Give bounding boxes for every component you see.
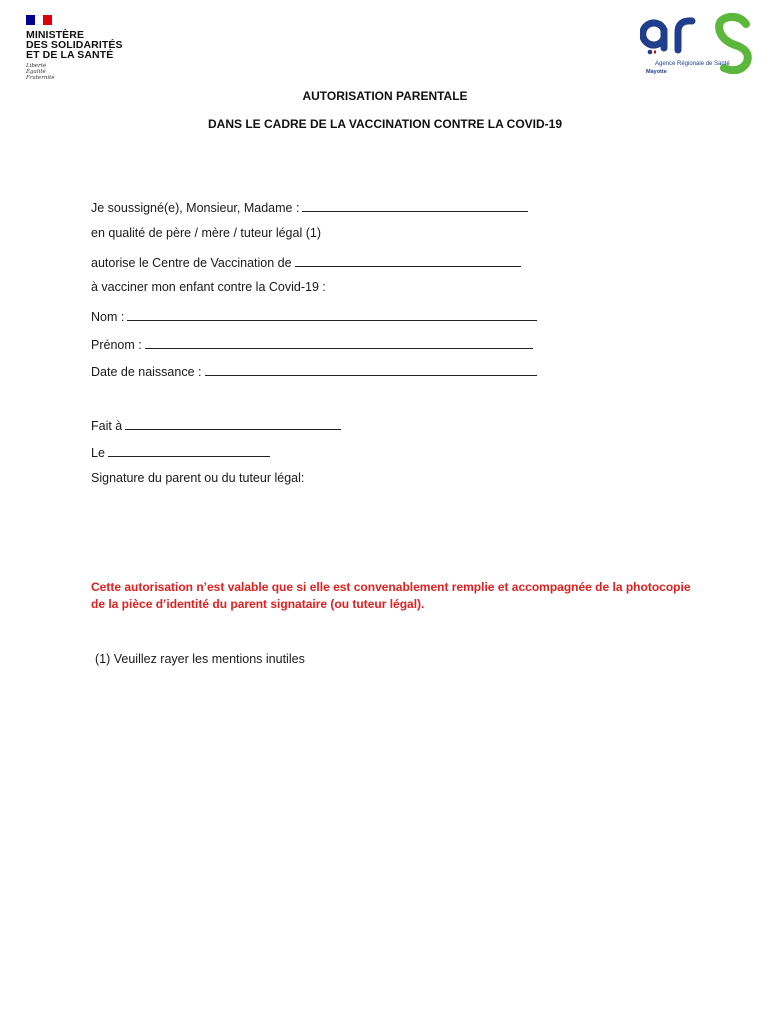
nom-line	[91, 307, 537, 324]
soussigne-line	[91, 198, 528, 215]
naissance-label: Date de naissance :	[91, 365, 202, 379]
soussigne-label: Je soussigné(e), Monsieur, Madame :	[91, 201, 300, 215]
naissance-blank[interactable]	[205, 362, 537, 376]
ars-logo	[640, 12, 758, 74]
ministry-line-3: ET DE LA SANTÉ	[26, 49, 114, 61]
qualite-line: en qualité de père / mère / tuteur légal (1)	[91, 226, 321, 240]
le-line	[91, 443, 270, 460]
prenom-label: Prénom :	[91, 338, 142, 352]
nom-blank[interactable]	[127, 307, 537, 321]
ars-agency-name: Agence Régionale de Santé	[655, 61, 730, 67]
centre-label: autorise le Centre de Vaccination de	[91, 256, 292, 270]
motto-fraternite: Fraternité	[26, 75, 55, 81]
naissance-line	[91, 362, 537, 379]
fait-line	[91, 416, 341, 433]
le-label: Le	[91, 446, 105, 460]
nom-label: Nom :	[91, 310, 125, 324]
document-title: AUTORISATION PARENTALE	[302, 89, 468, 103]
motto-egalite: Égalité	[26, 69, 46, 75]
ministry-line-1: MINISTÈRE	[26, 29, 85, 41]
ministry-motto	[26, 63, 136, 81]
document-subtitle: DANS LE CADRE DE LA VACCINATION CONTRE LA COVID-19	[207, 117, 562, 131]
prenom-line	[91, 335, 533, 352]
footnote: (1) Veuillez rayer les mentions inutiles	[95, 652, 305, 666]
fait-blank[interactable]	[125, 416, 341, 430]
signature-label: Signature du parent ou du tuteur légal:	[91, 471, 305, 485]
ministry-line-2: DES SOLIDARITÉS	[26, 39, 123, 51]
prenom-blank[interactable]	[145, 335, 533, 349]
le-blank[interactable]	[108, 443, 270, 457]
motto-liberte: Liberté	[26, 63, 47, 69]
ministry-logo	[26, 15, 136, 81]
centre-line	[91, 253, 521, 270]
soussigne-blank[interactable]	[302, 198, 528, 212]
ars-region: Mayotte	[646, 69, 667, 75]
french-flag-icon	[26, 15, 52, 25]
centre-blank[interactable]	[295, 253, 521, 267]
fait-label: Fait à	[91, 419, 123, 433]
validity-notice: Cette autorisation n’est valable que si elle est convenablement remplie et accompagnée de la photocopie de la pièce d’identité du parent signataire (ou tuteur légal).	[91, 580, 691, 611]
vacciner-line: à vacciner mon enfant contre la Covid-19 :	[91, 280, 326, 294]
